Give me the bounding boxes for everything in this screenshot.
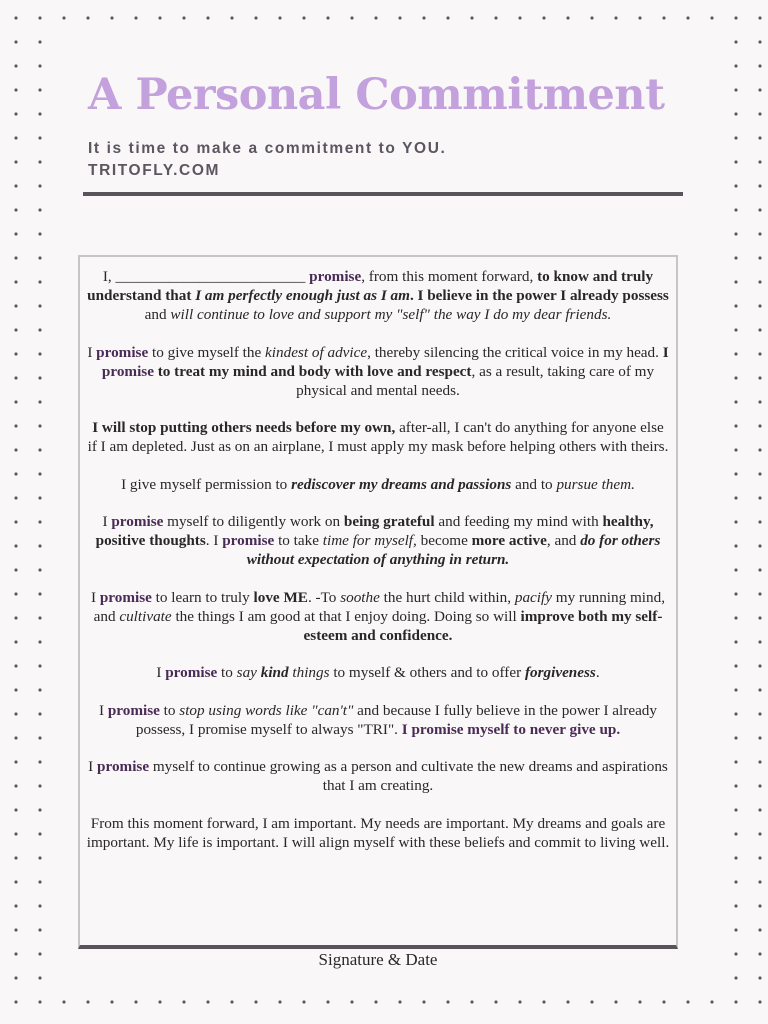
- promise-word: promise: [96, 343, 149, 361]
- commitment-paragraph-6: I promise to learn to truly love ME. -To soothe the hurt child within, pacify my running mind, and cultivate the things I am good at that I enjoy doing. Doing so will improve both my self-esteem and confidence.: [90, 588, 666, 644]
- page-subtitle: It is time to make a commitment to YOU.: [88, 140, 447, 157]
- promise-word: promise: [165, 664, 218, 681]
- site-name: TRITOFLY.COM: [88, 162, 221, 179]
- commitment-paragraph-3: I will stop putting others needs before my own, after-all, I can't do anything for anyone else if I am depleted. Just as on an airplane, I must apply my mask before helping others with theirs.: [87, 419, 669, 455]
- commitment-paragraph-10: From this moment forward, I am important. My needs are important. My dreams and goals are important. My life is important. I will align myself with these beliefs and commit to living well.: [86, 814, 670, 851]
- commitment-paragraph-7: I promise to say kind things to myself & others and to offer forgiveness.: [156, 664, 600, 681]
- commitment-box: [78, 255, 678, 949]
- commitment-paragraph-4: I give myself permission to rediscover my dreams and passions and to pursue them.: [121, 475, 635, 493]
- promise-word: promise: [101, 362, 154, 380]
- page-title: A Personal Commitment: [88, 70, 665, 120]
- header-divider: [83, 192, 683, 196]
- signature-date-label: Signature & Date: [318, 950, 438, 969]
- worksheet-page: [42, 40, 726, 986]
- commitment-paragraph-5: I promise myself to diligently work on being grateful and feeding my mind with healthy, positive thoughts. I promise to take time for myself, become more active, and do for others without expectation of anything in return.: [95, 513, 661, 568]
- commitment-paragraph-1: I, _________________________ promise, from this moment forward, to know and truly understand that I am perfectly enough just as I am. I believe in the power I already possess and will continue to love and support my "self" the way I do my dear friends.: [87, 268, 669, 323]
- commitment-paragraph-8: I promise to stop using words like "can't" and because I fully believe in the power I already possess, I promise myself to always "TRI". I promise myself to never give up.: [98, 701, 657, 738]
- promise-word: promise: [107, 701, 160, 719]
- commitment-paragraph-2: I promise to give myself the kindest of advice, thereby silencing the critical voice in my head. I promise to treat my mind and body with love and respect, as a result, taking care of my physical and mental needs.: [87, 343, 669, 399]
- promise-word: promise: [222, 532, 275, 549]
- never-give-up-promise: I promise myself to never give up.: [401, 720, 621, 738]
- commitment-paragraph-9: I promise myself to continue growing as a person and cultivate the new dreams and aspirations that I am creating.: [88, 758, 668, 794]
- promise-word: promise: [97, 758, 150, 775]
- promise-word: promise: [111, 513, 164, 530]
- promise-word: promise: [309, 268, 362, 285]
- promise-word: promise: [99, 588, 152, 606]
